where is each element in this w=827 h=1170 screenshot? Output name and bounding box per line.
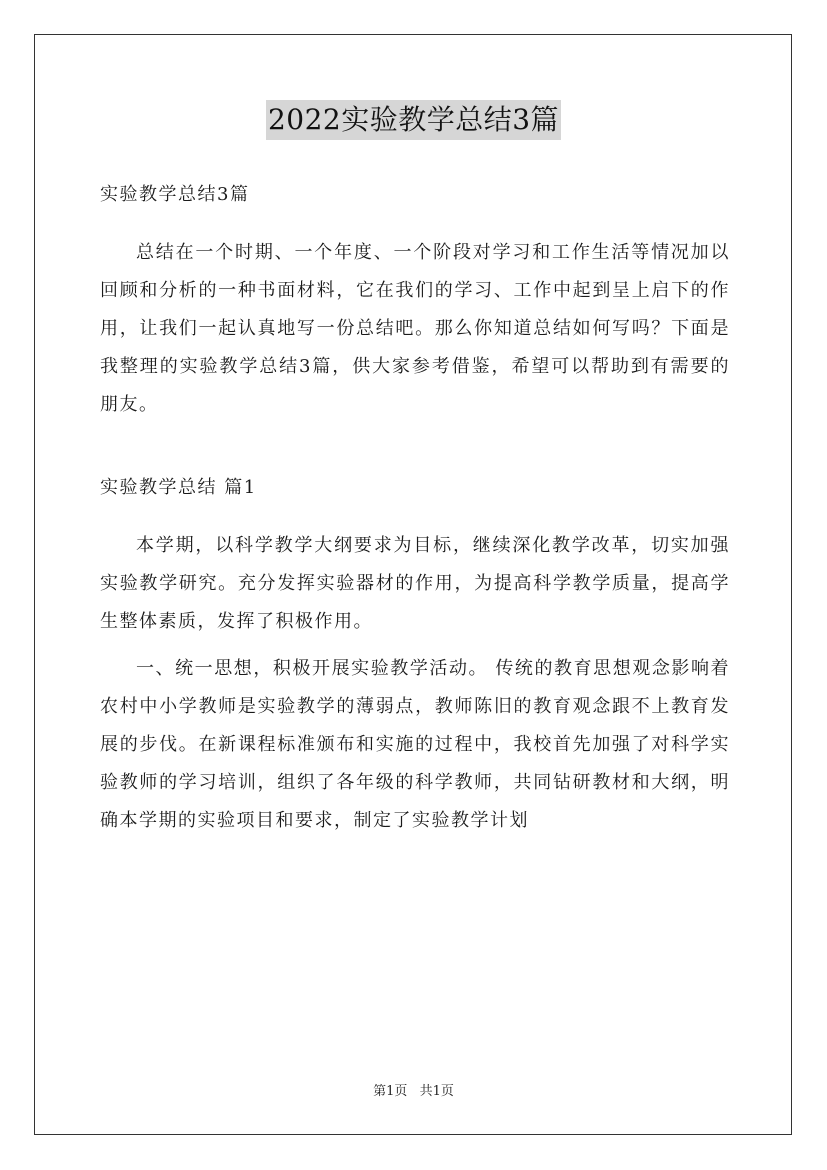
- section1-paragraph-1: 本学期，以科学教学大纲要求为目标，继续深化教学改革，切实加强实验教学研究。充分发挥实验器材的作用，为提高科学教学质量，提高学生整体素质，发挥了积极作用。: [100, 535, 730, 632]
- intro-heading: 实验教学总结3篇: [100, 184, 250, 205]
- section-spacer: [100, 433, 730, 467]
- intro-paragraph: 总结在一个时期、一个年度、一个阶段对学习和工作生活等情况加以回顾和分析的一种书面材料，它在我们的学习、工作中起到呈上启下的作用，让我们一起认真地写一份总结吧。那么你知道总结如何写吗？下面是我整理的实验教学总结3篇，供大家参考借鉴，希望可以帮助到有需要的朋友。: [100, 242, 730, 415]
- section1-heading: 实验教学总结 篇1: [100, 477, 257, 498]
- page-total: 共1页: [419, 1084, 454, 1099]
- page-number: 第1页: [373, 1084, 408, 1099]
- section1-paragraph-2: 一、统一思想，积极开展实验教学活动。 传统的教育思想观念影响着农村中小学教师是实验教学的薄弱点，教师陈旧的教育观念跟不上教育发展的步伐。在新课程标准颁布和实施的过程中，我校首先加强了对科学实验教师的学习培训，组织了各年级的科学教师，共同钻研教材和大纲，明确本学期的实验项目和要求，制定了实验教学计划: [100, 658, 730, 831]
- document-title: 2022实验教学总结3篇: [266, 100, 561, 140]
- page-footer: [0, 1083, 827, 1101]
- title-container: [0, 100, 827, 140]
- document-body: [100, 174, 730, 849]
